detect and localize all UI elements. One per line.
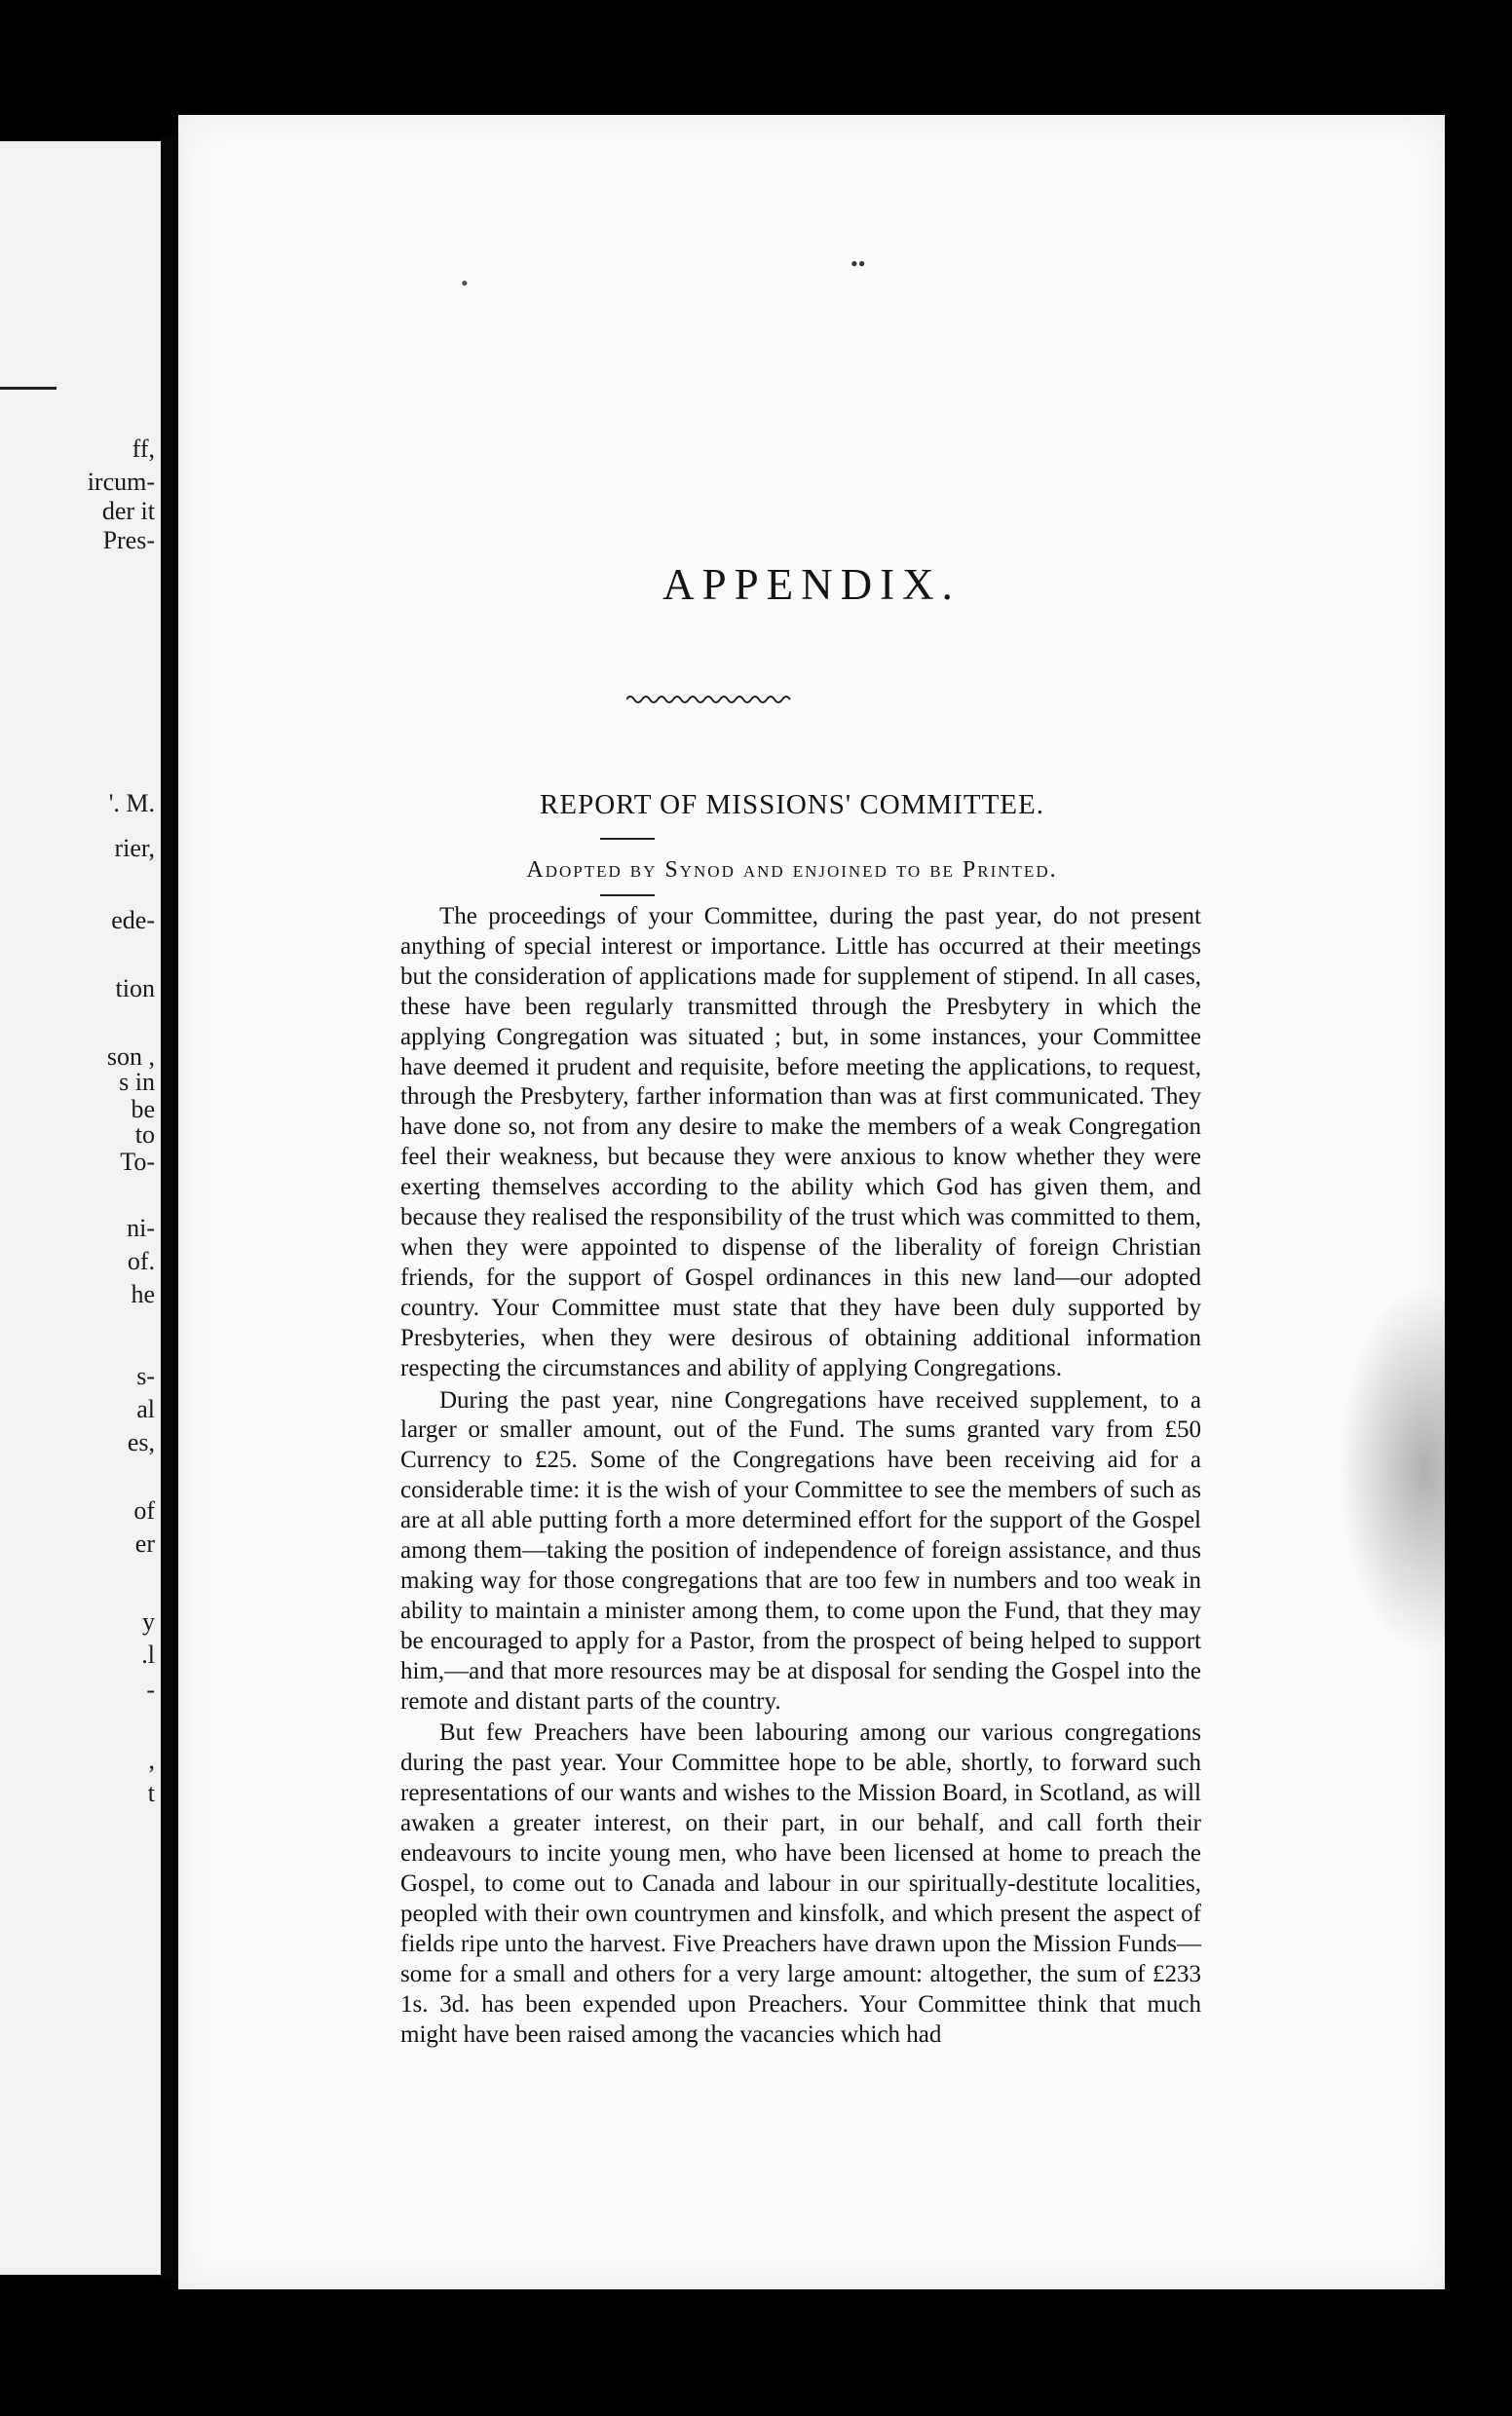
page-edge-stain xyxy=(1338,1284,1445,1654)
left-fragment: er xyxy=(134,1529,155,1558)
left-fragment: Pres- xyxy=(102,526,155,554)
left-fragment: der it xyxy=(101,497,155,525)
paragraph: But few Preachers have been labouring among our various congregations during the past year. Your Committee hope to be able, shortly, to forward such representations of our wants and wishes to the Mission Board, in Scotland, as will awaken a greater interest, on their part, in our behalf, and call forth their endeavours to incite young men, who have been licensed at home to preach the Gospel, to come out to Canada and labour in our spiritually-destitute localities, peopled with their own countrymen and kinsfolk, and which present the aspect of fields ripe unto the harvest. Five Preachers have drawn upon the Mission Funds—some for a small and others for a very large amount: altogether, the sum of £233 1s. 3d. has been expended upon Preachers. Your Committee think that much might have been raised among the vacancies which had xyxy=(400,1719,1201,2048)
left-fragment: ede- xyxy=(111,906,155,934)
left-fragment: t xyxy=(147,1779,155,1807)
left-fragment: , xyxy=(148,1746,155,1774)
left-fragment: tion xyxy=(115,974,155,1002)
left-page-rule xyxy=(0,387,57,390)
left-fragment: es, xyxy=(127,1428,155,1456)
left-fragment: al xyxy=(136,1395,155,1423)
left-fragment: to xyxy=(134,1120,155,1149)
paragraph: The proceedings of your Committee, during the past year, do not present anything of special interest or importance. Little has occurred at their meetings but the consideration of applications made for supplement of stipend. In all cases, these have been regularly transmitted through the Presbytery in which the applying Congregation was situated ; but, in some instances, your Committee have deemed it prudent and requisite, before meeting the applications, to request, through the Presbytery, farther information than was at first communicated. They have done so, not from any desire to make the members of a weak Congregation feel their weakness, but because they were anxious to know whether they were exerting themselves according to the ability which God has given them, and because they realised the responsibility of the trust which was committed to them, when they were appointed to dispense of the liberality of foreign Christian friends, for the support of Gospel ordinances in this new land—our adopted country. Your Committee must state that they have been duly supported by Presbyteries, when they were desirous of obtaining additional information respecting the circumstances and ability of applying Congregations. xyxy=(400,903,1201,1381)
left-fragment: he xyxy=(131,1280,155,1308)
left-fragment: of. xyxy=(127,1247,155,1275)
left-fragment: - xyxy=(146,1676,155,1704)
left-fragment: ni- xyxy=(127,1214,155,1242)
title-rule xyxy=(600,838,655,840)
left-fragment: To- xyxy=(120,1148,155,1176)
report-body xyxy=(400,902,1201,2050)
ink-speck: • xyxy=(461,271,469,295)
left-fragment: .l xyxy=(141,1641,155,1669)
paragraph: During the past year, nine Congregations have received supplement, to a larger or smaller amount, out of the Fund. The sums granted vary from £50 Currency to £25. Some of the Congregations have been receiving aid for a considerable time: it is the wish of your Committee to see the members of such as are at all able putting forth a more determined effort for the support of the Gospel among them—taking the position of independence of foreign assistance, and thus making way for those congregations that are too few in numbers and too weak in ability to maintain a minister among them, to come upon the Fund, that they may be encouraged to apply for a Pastor, from the prospect of being helped to support him,—and that more resources may be at disposal for sending the Gospel into the remote and distant parts of the country. xyxy=(400,1386,1201,1715)
left-fragment: s- xyxy=(136,1362,155,1390)
page-title: APPENDIX. xyxy=(662,560,961,609)
previous-page-fragment xyxy=(0,141,161,2275)
left-fragment: ff, xyxy=(132,434,155,463)
left-fragment: s in xyxy=(119,1068,155,1096)
report-subtitle: Adopted by Synod and enjoined to be Printed. xyxy=(526,857,1058,883)
ink-speck: •• xyxy=(850,251,866,276)
report-title: REPORT OF MISSIONS' COMMITTEE. xyxy=(540,789,1044,820)
ornamental-wave-divider xyxy=(626,690,792,709)
left-fragment: be xyxy=(131,1095,155,1123)
left-fragment: rier, xyxy=(114,834,155,862)
left-fragment: son , xyxy=(106,1042,155,1071)
document-page xyxy=(178,115,1445,2289)
book-spine xyxy=(161,136,178,2280)
left-fragment: of xyxy=(133,1496,155,1525)
subtitle-rule xyxy=(600,894,655,896)
left-fragment: ircum- xyxy=(87,468,155,496)
left-fragment: '. M. xyxy=(108,789,155,817)
left-fragment: y xyxy=(142,1607,155,1636)
